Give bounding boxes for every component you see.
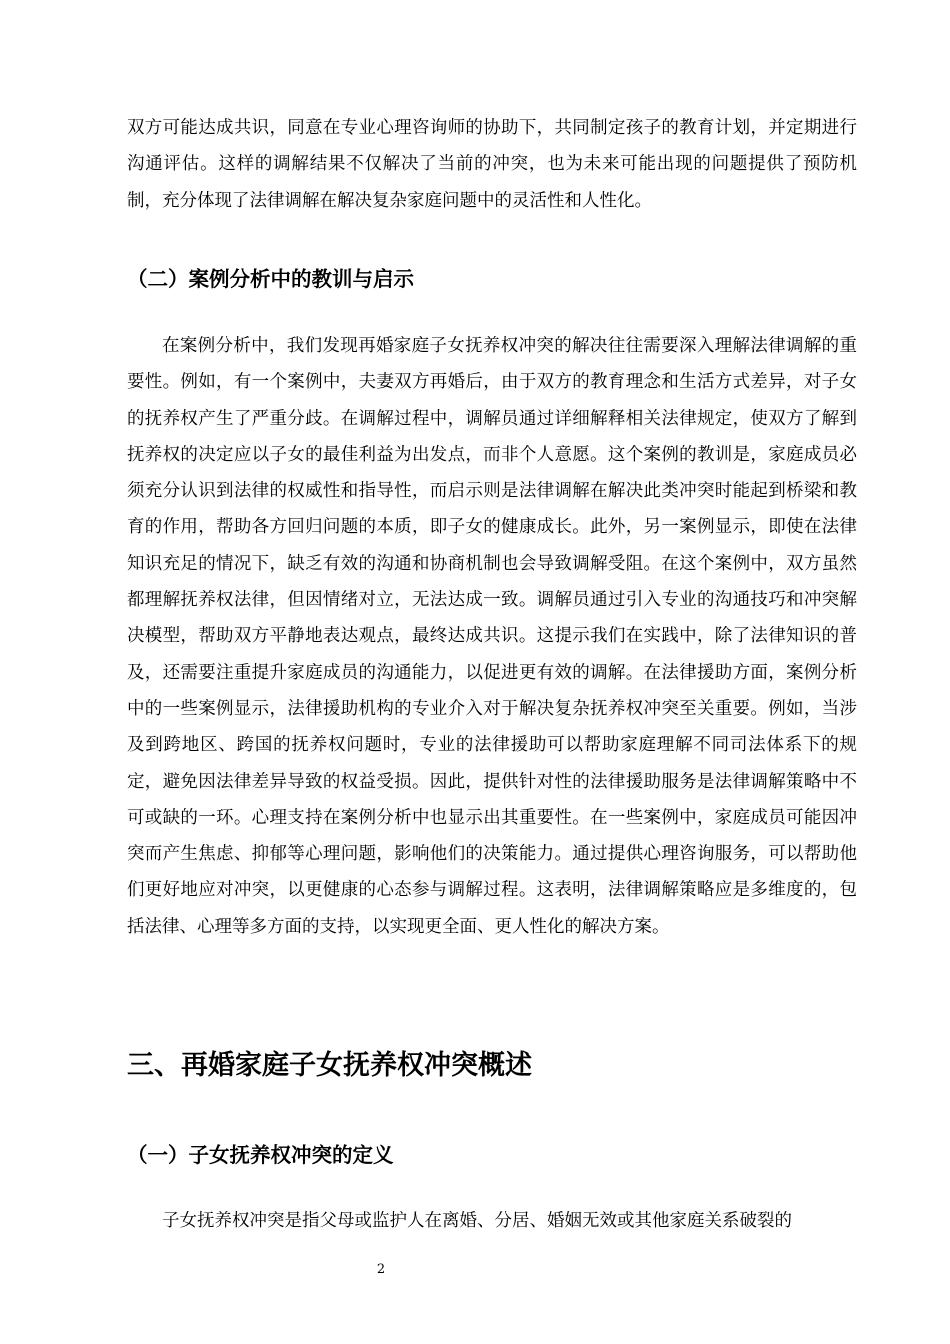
lessons-paragraph: 在案例分析中，我们发现再婚家庭子女抚养权冲突的解决往往需要深入理解法律调解的重要性。例如，有一个案例中，夫妻双方再婚后，由于双方的教育理念和生活方式差异，对子女的抚养权产生了严重分歧。在调解过程中，调解员通过详细解释相关法律规定，使双方了解到抚养权的决定应以子女的最佳利益为出发点，而非个人意愿。这个案例的教训是，家庭成员必须充分认识到法律的权威性和指导性，而启示则是法律调解在解决此类冲突时能起到桥梁和教育的作用，帮助各方回归问题的本质，即子女的健康成长。此外，另一案例显示，即使在法律知识充足的情况下，缺乏有效的沟通和协商机制也会导致调解受阻。在这个案例中，双方虽然都理解抚养权法律，但因情绪对立，无法达成一致。调解员通过引入专业的沟通技巧和冲突解决模型，帮助双方平静地表达观点，最终达成共识。这提示我们在实践中，除了法律知识的普及，还需要注重提升家庭成员的沟通能力，以促进更有效的调解。在法律援助方面，案例分析中的一些案例显示，法律援助机构的专业介入对于解决复杂抚养权冲突至关重要。例如，当涉及到跨地区、跨国的抚养权问题时，专业的法律援助可以帮助家庭理解不同司法体系下的规定，避免因法律差异导致的权益受损。因此，提供针对性的法律援助服务是法律调解策略中不可或缺的一环。心理支持在案例分析中也显示出其重要性。在一些案例中，家庭成员可能因冲突而产生焦虑、抑郁等心理问题，影响他们的决策能力。通过提供心理咨询服务，可以帮助他们更好地应对冲突，以更健康的心态参与调解过程。这表明，法律调解策略应是多维度的，包括法律、心理等多方面的支持，以实现更全面、更人性化的解决方案。 (127, 336, 857, 937)
section-heading-definition: （一）子女抚养权冲突的定义 (127, 1143, 394, 1167)
chapter-heading: 三、再婚家庭子女抚养权冲突概述 (127, 1050, 532, 1081)
continuation-paragraph: 双方可能达成共识，同意在专业心理咨询师的协助下，共同制定孩子的教育计划，并定期进行沟通评估。这样的调解结果不仅解决了当前的冲突，也为未来可能出现的问题提供了预防机制，充分体现了法律调解在解决复杂家庭问题中的灵活性和人性化。 (127, 118, 857, 211)
page-number: 2 (376, 1262, 386, 1277)
section-heading-lessons: （二）案例分析中的教训与启示 (127, 267, 414, 291)
definition-paragraph: 子女抚养权冲突是指父母或监护人在离婚、分居、婚姻无效或其他家庭关系破裂的 (162, 1211, 792, 1231)
